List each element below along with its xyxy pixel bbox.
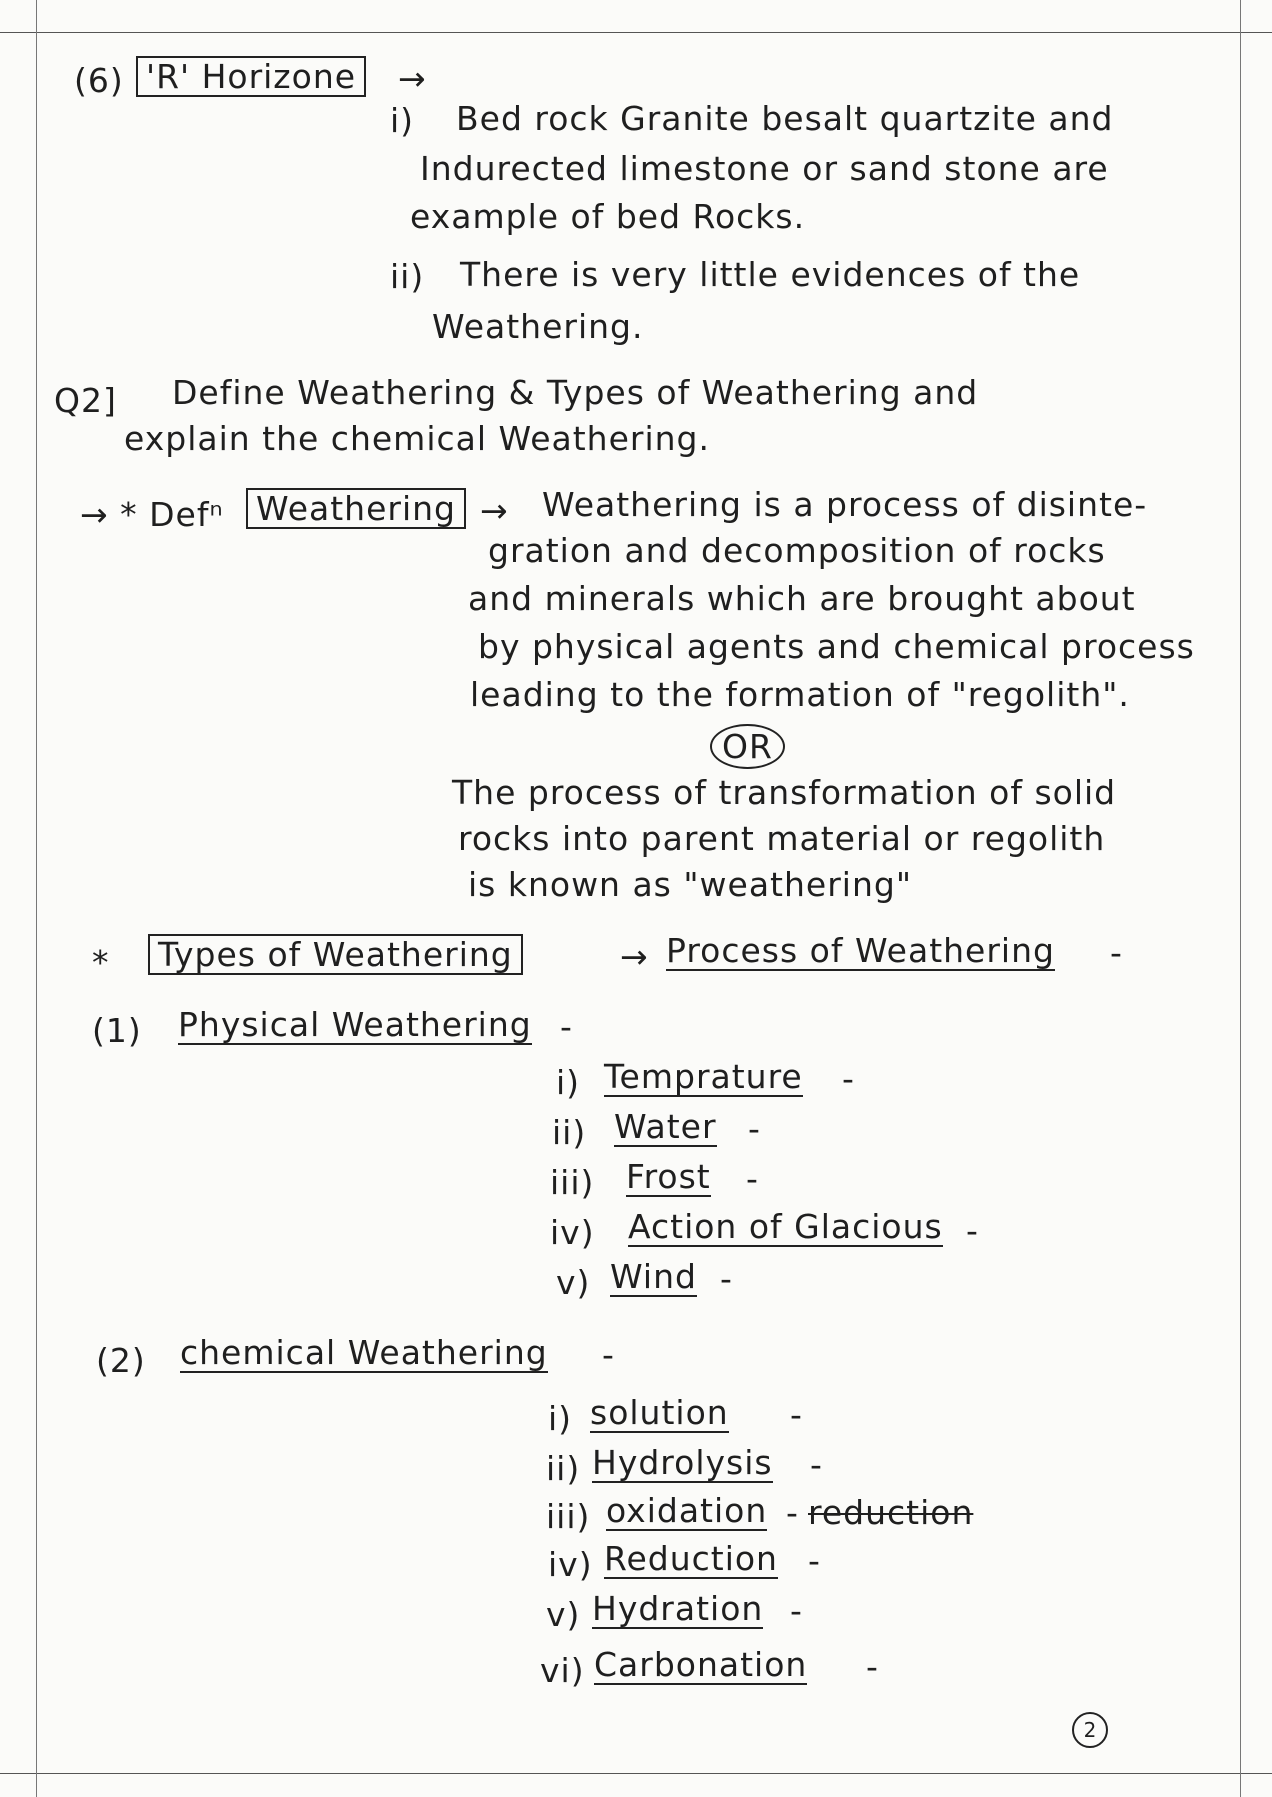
- physical-item-dash: -: [748, 1109, 761, 1148]
- definition-line3: and minerals which are brought about: [468, 579, 1136, 618]
- chemical-item-num: iii): [546, 1497, 591, 1536]
- definition-term: Weathering: [246, 488, 466, 529]
- definition-alt-line3: is known as "weathering": [468, 865, 912, 904]
- chemical-item-num: v): [546, 1595, 581, 1634]
- definition-line1: Weathering is a process of disinte-: [542, 485, 1148, 524]
- chemical-item-num: ii): [546, 1449, 581, 1488]
- physical-item-dash: -: [966, 1211, 979, 1250]
- page-number: 2: [1072, 1712, 1108, 1748]
- definition-arrow: →: [480, 491, 509, 530]
- physical-item-text: Temprature: [604, 1057, 803, 1096]
- chemical-dash: -: [602, 1335, 615, 1374]
- chemical-item-num: vi): [540, 1651, 585, 1690]
- q2-line2: explain the chemical Weathering.: [124, 419, 710, 458]
- chemical-title: chemical Weathering: [180, 1333, 548, 1372]
- types-arrow: →: [620, 937, 649, 976]
- q6-point1-line2: Indurected limestone or sand stone are: [420, 149, 1109, 188]
- chemical-item-num: iv): [548, 1545, 593, 1584]
- right-margin: [1240, 0, 1241, 1797]
- types-heading: Types of Weathering: [148, 934, 523, 975]
- chemical-item-dash: -: [808, 1541, 821, 1580]
- chemical-item-num: i): [548, 1399, 573, 1438]
- q2-label: Q2]: [54, 381, 117, 420]
- physical-label: (1): [92, 1011, 142, 1050]
- physical-title: Physical Weathering: [178, 1005, 532, 1044]
- types-star: *: [92, 943, 110, 982]
- definition-or-circle: OR: [710, 724, 785, 769]
- q6-arrow: →: [398, 59, 427, 98]
- q2-line1: Define Weathering & Types of Weathering and: [172, 373, 979, 412]
- chemical-item-dash: -: [790, 1591, 803, 1630]
- chemical-item-dash: -: [786, 1493, 799, 1532]
- definition-prefix: → * Defⁿ: [80, 495, 224, 534]
- chemical-label: (2): [96, 1341, 146, 1380]
- definition-alt-line2: rocks into parent material or regolith: [458, 819, 1106, 858]
- q6-point1-line3: example of bed Rocks.: [410, 197, 806, 236]
- physical-item-dash: -: [746, 1159, 759, 1198]
- types-subheading: Process of Weathering: [666, 931, 1055, 970]
- chemical-item-dash: -: [866, 1647, 879, 1686]
- chemical-item-text: Hydration: [592, 1589, 764, 1628]
- physical-item-num: ii): [552, 1113, 587, 1152]
- physical-item-num: v): [556, 1263, 591, 1302]
- definition-line5: leading to the formation of "regolith".: [470, 675, 1130, 714]
- types-dash: -: [1110, 933, 1123, 972]
- q6-point1-line1: Bed rock Granite besalt quartzite and: [456, 99, 1114, 138]
- physical-item-text: Water: [614, 1107, 717, 1146]
- chemical-item-text: solution: [590, 1393, 729, 1432]
- physical-item-text: Wind: [610, 1257, 697, 1296]
- physical-dash: -: [560, 1007, 573, 1046]
- q6-heading: 'R' Horizone: [136, 56, 366, 97]
- definition-line4: by physical agents and chemical process: [478, 627, 1195, 666]
- chemical-item-text: Hydrolysis: [592, 1443, 773, 1482]
- q6-point1-num: i): [390, 101, 415, 140]
- physical-item-num: iv): [550, 1213, 595, 1252]
- bottom-rule: [0, 1773, 1272, 1774]
- physical-item-num: i): [556, 1063, 581, 1102]
- chemical-item-text: oxidation: [606, 1491, 768, 1530]
- q6-point2-line1: There is very little evidences of the: [460, 255, 1081, 294]
- physical-item-dash: -: [720, 1259, 733, 1298]
- physical-item-text: Action of Glacious: [628, 1207, 943, 1246]
- q6-point2-num: ii): [390, 257, 425, 296]
- physical-item-num: iii): [550, 1163, 595, 1202]
- physical-item-dash: -: [842, 1059, 855, 1098]
- q6-point2-line2: Weathering.: [432, 307, 644, 346]
- chemical-item-dash: -: [790, 1395, 803, 1434]
- chemical-item-struck: reduction: [808, 1493, 974, 1532]
- chemical-item-text: Carbonation: [594, 1645, 808, 1684]
- chemical-item-text: Reduction: [604, 1539, 778, 1578]
- left-margin: [36, 0, 37, 1797]
- definition-alt-line1: The process of transformation of solid: [452, 773, 1117, 812]
- chemical-item-dash: -: [810, 1445, 823, 1484]
- definition-line2: gration and decomposition of rocks: [488, 531, 1106, 570]
- physical-item-text: Frost: [626, 1157, 711, 1196]
- q6-label: (6): [74, 61, 124, 100]
- top-rule: [0, 32, 1272, 33]
